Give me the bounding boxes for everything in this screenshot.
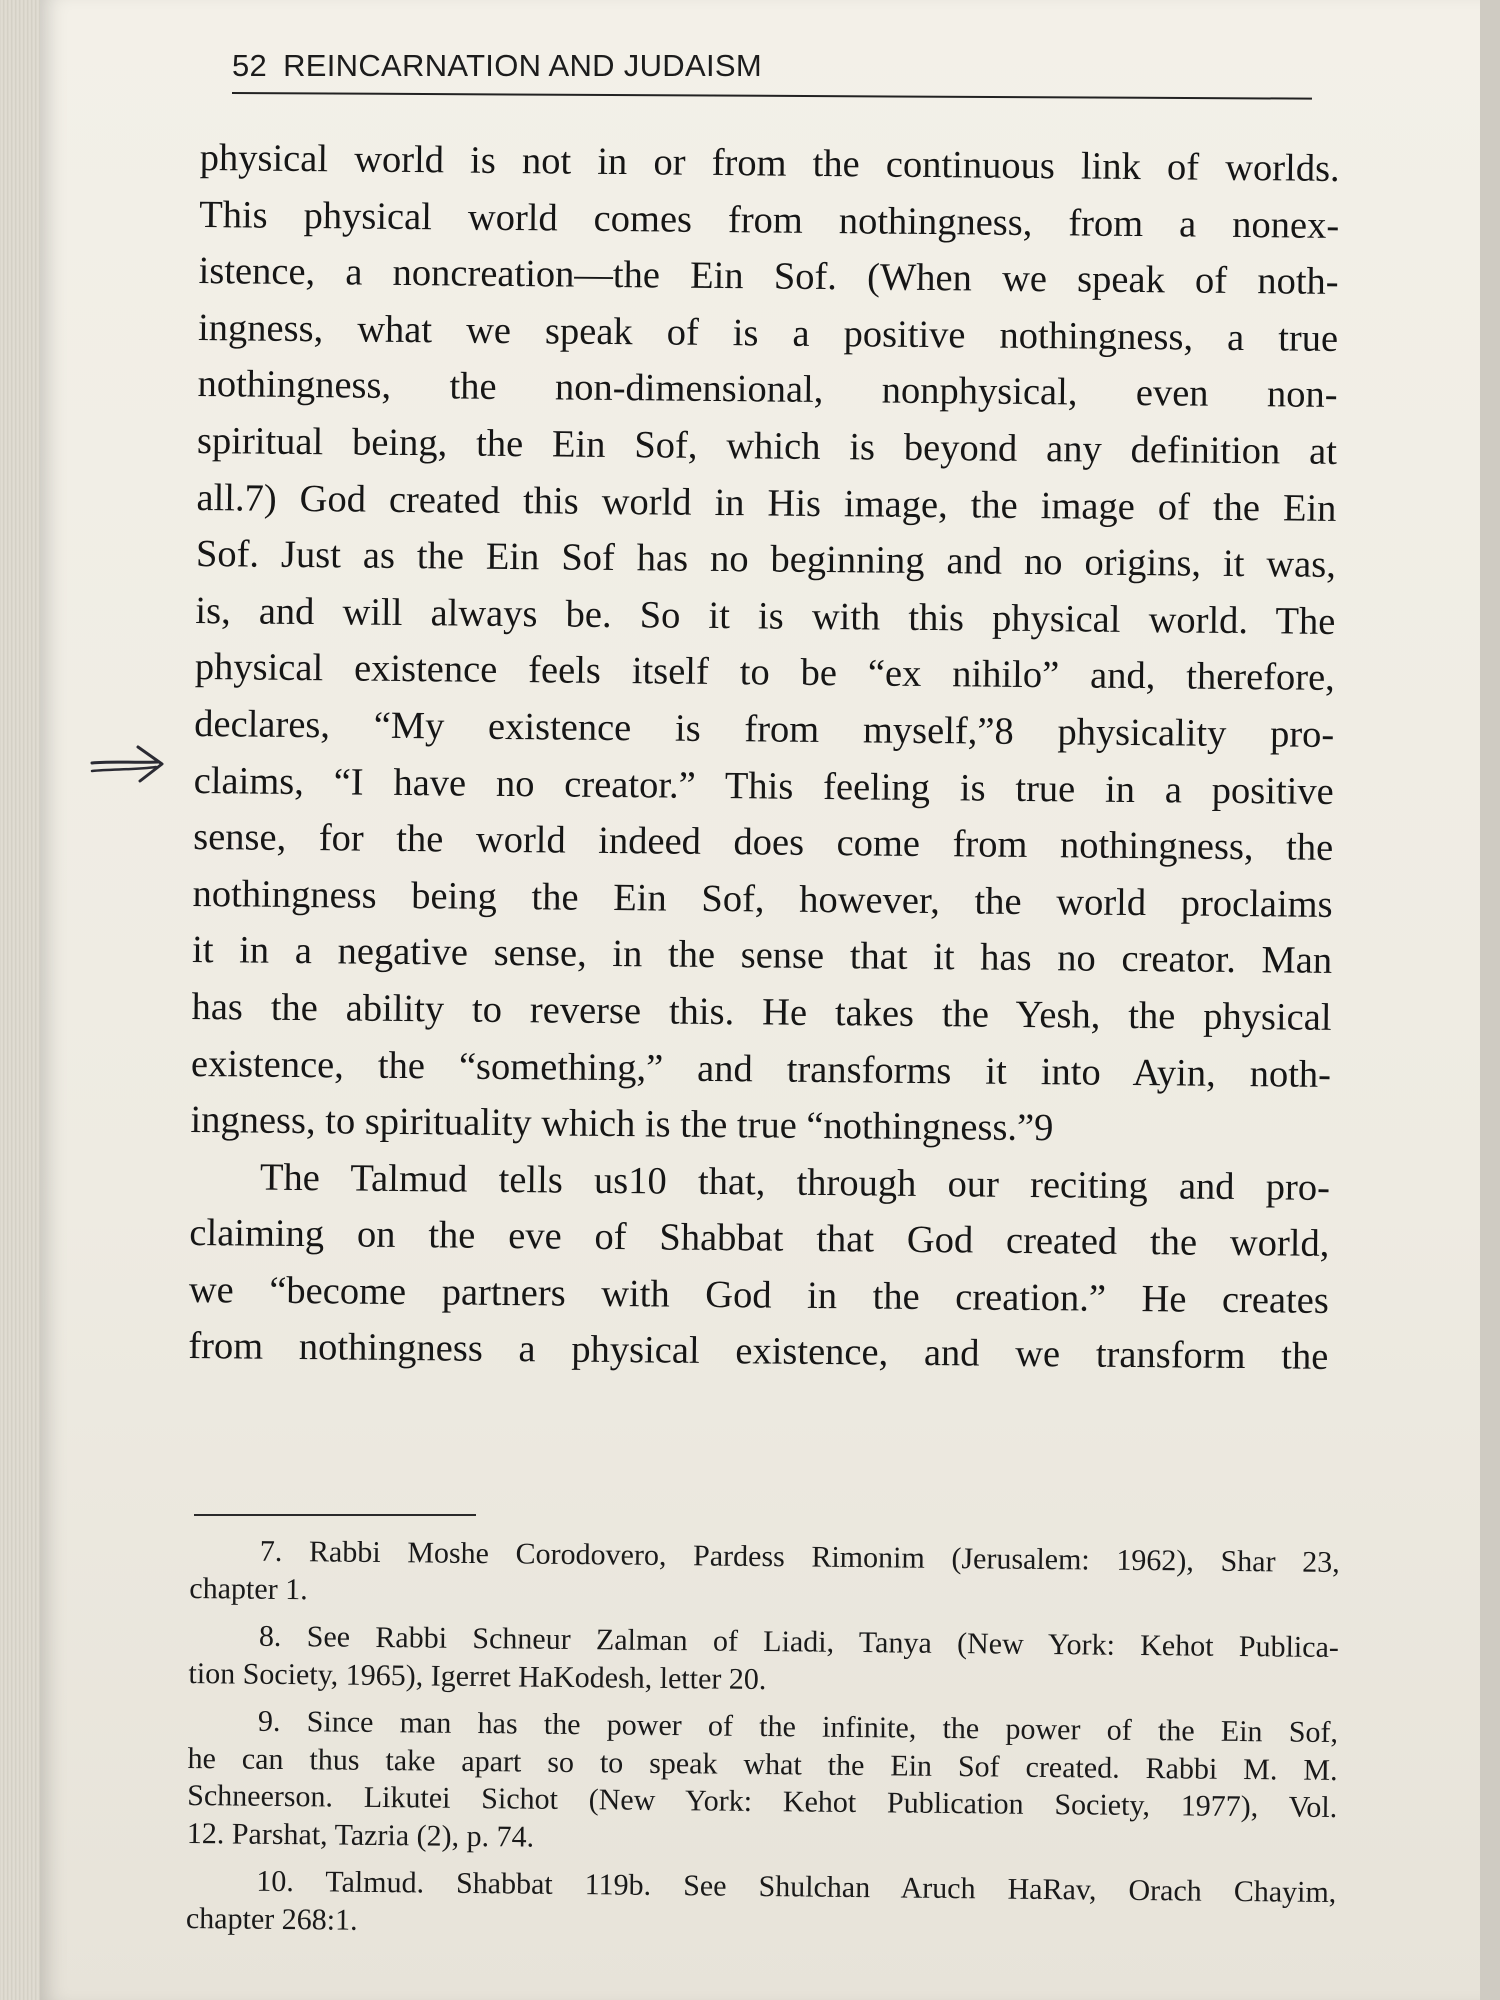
book-page-edge xyxy=(0,0,40,2000)
body-line: it in a negative sense, in the sense that it has no creator. Man xyxy=(191,929,1333,983)
body-line: ingness, what we speak of is a positive nothingness, a true xyxy=(197,306,1339,360)
footnote-line: chapter 1. xyxy=(189,1571,308,1606)
body-line: physical existence feels itself to be “ex nihilo” and, therefore, xyxy=(194,646,1335,700)
body-line: sense, for the world indeed does come from nothingness, the xyxy=(193,816,1334,870)
footnote-line: 12. Parshat, Tazria (2), p. 74. xyxy=(186,1816,535,1854)
body-line: declares, “My existence is from myself,”8 physicality pro- xyxy=(194,702,1335,756)
body-line: from nothingness a physical existence, and we transform the xyxy=(188,1325,1329,1379)
footnote-line: 7. Rabbi Moshe Corodovero, Pardess Rimonim (Jerusalem: 1962), Shar 23, xyxy=(259,1534,1340,1580)
body-line: has the ability to reverse this. He takes the Yesh, the physical xyxy=(191,985,1332,1039)
body-line: nothingness, the non-dimensional, nonphysical, even non- xyxy=(197,363,1338,417)
body-line: existence, the “something,” and transforms it into Ayin, noth- xyxy=(190,1042,1332,1096)
body-line: nothingness being the Ein Sof, however, the world proclaims xyxy=(192,872,1333,926)
footnote-8 xyxy=(188,1617,1339,1704)
footnote-line: he can thus take apart so to speak what the Ein Sof created. Rabbi M. M. xyxy=(187,1741,1338,1787)
body-line: all.7) God created this world in His image, the image of the Ein xyxy=(196,476,1337,530)
body-text xyxy=(188,130,1340,1386)
body-line: claiming on the eve of Shabbat that God created the world, xyxy=(189,1212,1330,1266)
body-line: Sof. Just as the Ein Sof has no beginning and no origins, it was, xyxy=(195,533,1337,587)
footnote-10 xyxy=(186,1862,1337,1949)
body-line: physical world is not in or from the continuous link of worlds. xyxy=(199,136,1340,190)
footnote-line: chapter 268:1. xyxy=(185,1901,358,1937)
body-line: ingness, to spirituality which is the true “nothingness.”9 xyxy=(190,1099,1054,1150)
body-line: This physical world comes from nothingness, from a nonex- xyxy=(198,193,1340,247)
footnote-rule xyxy=(194,1514,476,1516)
body-line: is, and will always be. So it is with this physical world. The xyxy=(195,589,1336,643)
footnote-line: 10. Talmud. Shabbat 119b. See Shulchan Aruch HaRav, Orach Chayim, xyxy=(256,1864,1337,1910)
footnote-line: 9. Since man has the power of the infinite, the power of the Ein Sof, xyxy=(257,1704,1339,1750)
page-number: 52 xyxy=(232,48,268,83)
body-line: istence, a noncreation—the Ein Sof. (When we speak of noth- xyxy=(198,250,1339,304)
footnote-7 xyxy=(189,1532,1340,1619)
footnote-line: 8. See Rabbi Schneur Zalman of Liadi, Tanya (New York: Kehot Publica- xyxy=(258,1619,1340,1665)
book-title: REINCARNATION AND JUDAISM xyxy=(283,48,762,83)
footnote-line: Schneerson. Likutei Sichot (New York: Kehot Publication Society, 1977), Vol. xyxy=(187,1778,1338,1825)
body-line: we “become partners with God in the creation.” He creates xyxy=(188,1268,1330,1322)
footnote-line: tion Society, 1965), Igerret HaKodesh, letter 20. xyxy=(188,1656,767,1696)
body-line: claims, “I have no creator.” This feeling is true in a positive xyxy=(193,759,1334,813)
footnote-9 xyxy=(187,1702,1339,1864)
running-head xyxy=(232,48,1312,84)
hand-drawn-arrow-icon xyxy=(88,741,168,785)
footnotes xyxy=(186,1532,1340,1959)
body-line: The Talmud tells us10 that, through our reciting and pro- xyxy=(259,1156,1331,1209)
body-line: spiritual being, the Ein Sof, which is beyond any definition at xyxy=(196,419,1338,473)
